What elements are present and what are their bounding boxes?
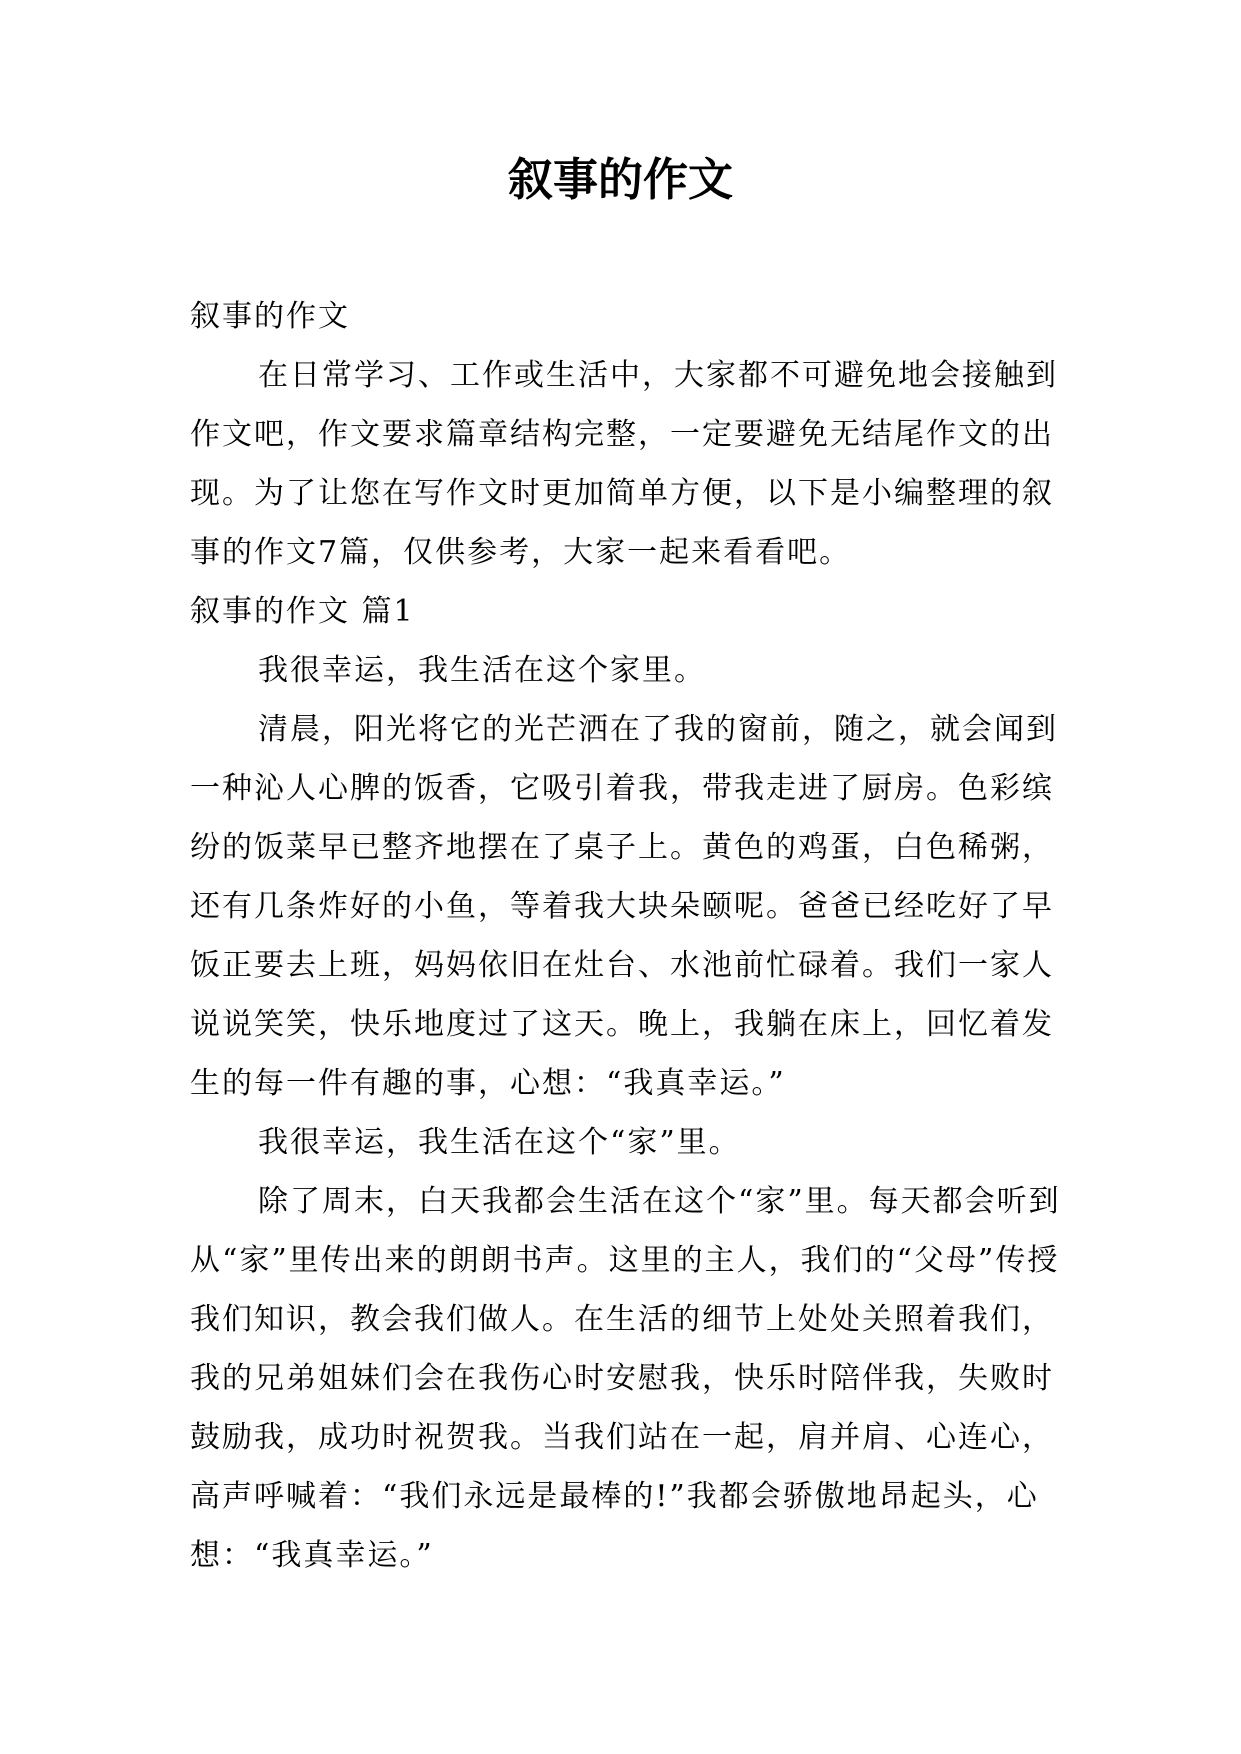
document-title: 叙事的作文 [507, 153, 733, 206]
section-heading: 叙事的作文 篇1 [190, 594, 415, 629]
paragraph: 除了周末，白天我都会生活在这个“家”里。每天都会听到从“家”里传出来的朗朗书声。这里的主人，我们的“父母”传授我们知识，教会我们做人。在生活的细节上处处关照着我们，我的兄弟姐妹们会在我伤心时安慰我，快乐时陪伴我，失败时鼓励我，成功时祝贺我。当我们站在一起，肩并肩、心连心，高声呼喊着：“我们永远是最棒的!”我都会骄傲地昂起头，心想：“我真幸运。” [190, 1184, 1061, 1573]
paragraph: 我很幸运，我生活在这个家里。 [258, 653, 706, 688]
paragraph-heading: 叙事的作文 [190, 299, 350, 334]
paragraph-intro: 在日常学习、工作或生活中，大家都不可避免地会接触到作文吧，作文要求篇章结构完整，一定要避免无结尾作文的出现。为了让您在写作文时更加简单方便，以下是小编整理的叙事的作文7篇，仅供参考，大家一起来看看吧。 [190, 358, 1058, 570]
document-body [190, 287, 1070, 1585]
paragraph: 清晨，阳光将它的光芒洒在了我的窗前，随之，就会闻到一种沁人心脾的饭香，它吸引着我，带我走进了厨房。色彩缤纷的饭菜早已整齐地摆在了桌子上。黄色的鸡蛋，白色稀粥，还有几条炸好的小鱼，等着我大块朵颐呢。爸爸已经吃好了早饭正要去上班，妈妈依旧在灶台、水池前忙碌着。我们一家人说说笑笑，快乐地度过了这天。晚上，我躺在床上，回忆着发生的每一件有趣的事，心想：“我真幸运。” [190, 712, 1058, 1101]
paragraph: 我很幸运，我生活在这个“家”里。 [258, 1125, 741, 1160]
